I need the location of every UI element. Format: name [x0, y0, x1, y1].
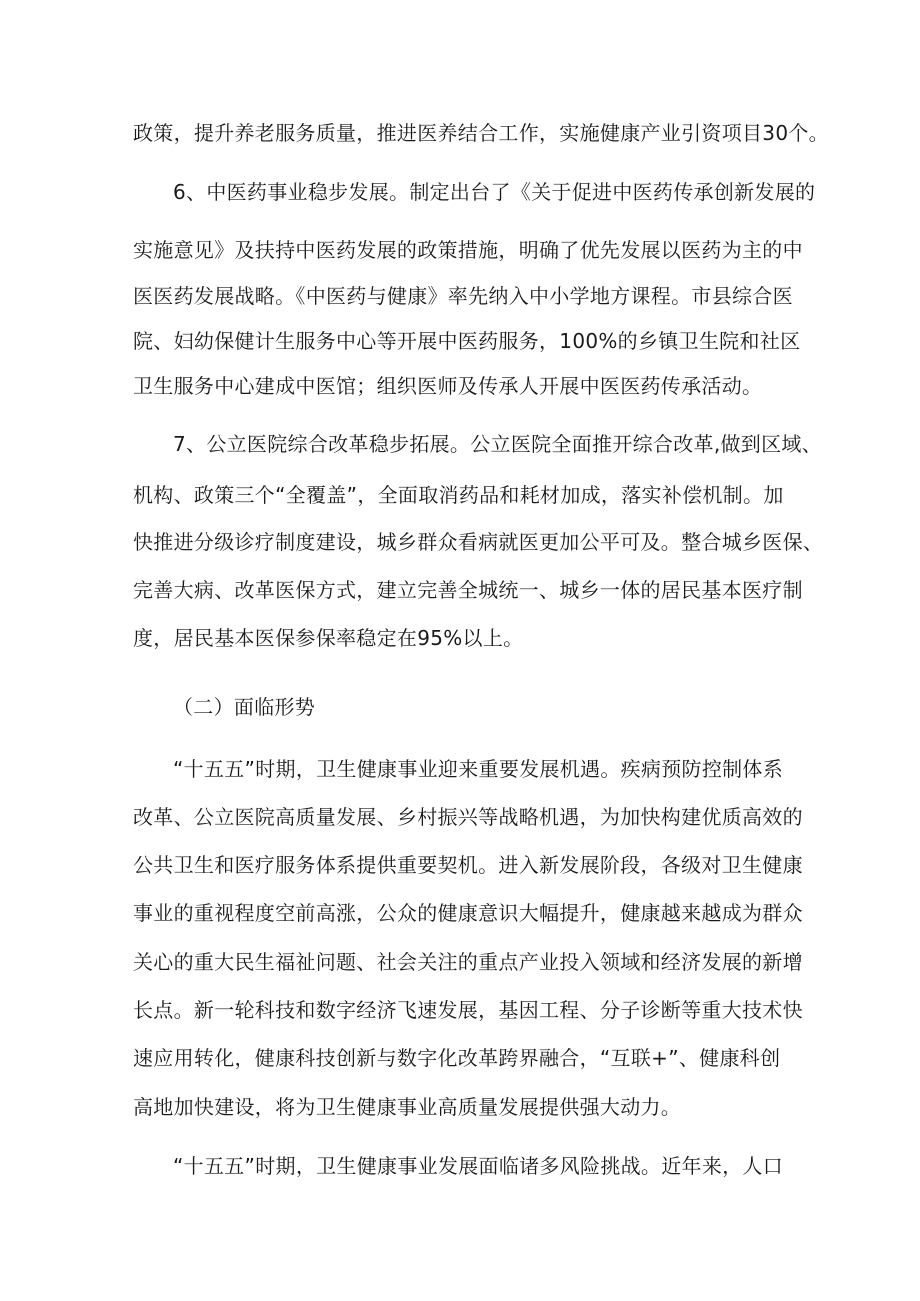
text-line: 6、中医药事业稳步发展。制定出台了《关于促进中医药传承创新发展的: [173, 180, 816, 204]
text-line: 机构、政策三个“全覆盖”，全面取消药品和耗材加成，落实补偿机制。加: [133, 483, 784, 507]
text-line: 医医药发展战略。《中医药与健康》率先纳入中小学地方课程。市县综合医: [133, 284, 793, 308]
text-line: 卫生服务中心建成中医馆；组织医师及传承人开展中医医药传承活动。: [133, 374, 763, 398]
text-line: 改革、公立医院高质量发展、乡村振兴等战略机遇，为加快构建优质高效的: [133, 805, 803, 829]
text-line: 院、妇幼保健计生服务中心等开展中医药服务，100%的乡镇卫生院和社区: [133, 329, 801, 353]
text-line: 高地加快建设，将为卫生健康事业高质量发展提供强大动力。: [133, 1095, 682, 1119]
text-line: 实施意见》及扶持中医药发展的政策措施，明确了优先发展以医药为主的中: [133, 238, 803, 262]
text-line: 事业的重视程度空前高涨，公众的健康意识大幅提升，健康越来越成为群众: [133, 901, 803, 925]
text-line: 长点。新一轮科技和数字经济飞速发展，基因工程、分子诊断等重大技术快: [133, 998, 803, 1022]
text-line: 公共卫生和医疗服务体系提供重要契机。进入新发展阶段，各级对卫生健康: [133, 853, 803, 877]
text-line: 7、公立医院综合改革稳步拓展。公立医院全面推开综合改革,做到区域、: [173, 432, 822, 456]
text-line: “十五五”时期，卫生健康事业发展面临诸多风险挑战。近年来，人口: [173, 1154, 784, 1178]
text-line: 度，居民基本医保参保率稳定在95%以上。: [133, 626, 524, 650]
section-heading: （二）面临形势: [173, 695, 316, 719]
text-line: 政策，提升养老服务质量，推进医养结合工作，实施健康产业引资项目30个。: [133, 121, 829, 145]
text-line: 快推进分级诊疗制度建设，城乡群众看病就医更加公平可及。整合城乡医保、: [133, 530, 824, 554]
text-line: 关心的重大民生福祉问题、社会关注的重点产业投入领域和经济发展的新增: [133, 950, 803, 974]
text-line: “十五五”时期，卫生健康事业迎来重要发展机遇。疾病预防控制体系: [173, 757, 784, 781]
text-line: 完善大病、改革医保方式，建立完善全城统一、城乡一体的居民基本医疗制: [133, 578, 803, 602]
text-line: 速应用转化，健康科技创新与数字化改革跨界融合，“互联+”、健康科创: [133, 1046, 781, 1070]
